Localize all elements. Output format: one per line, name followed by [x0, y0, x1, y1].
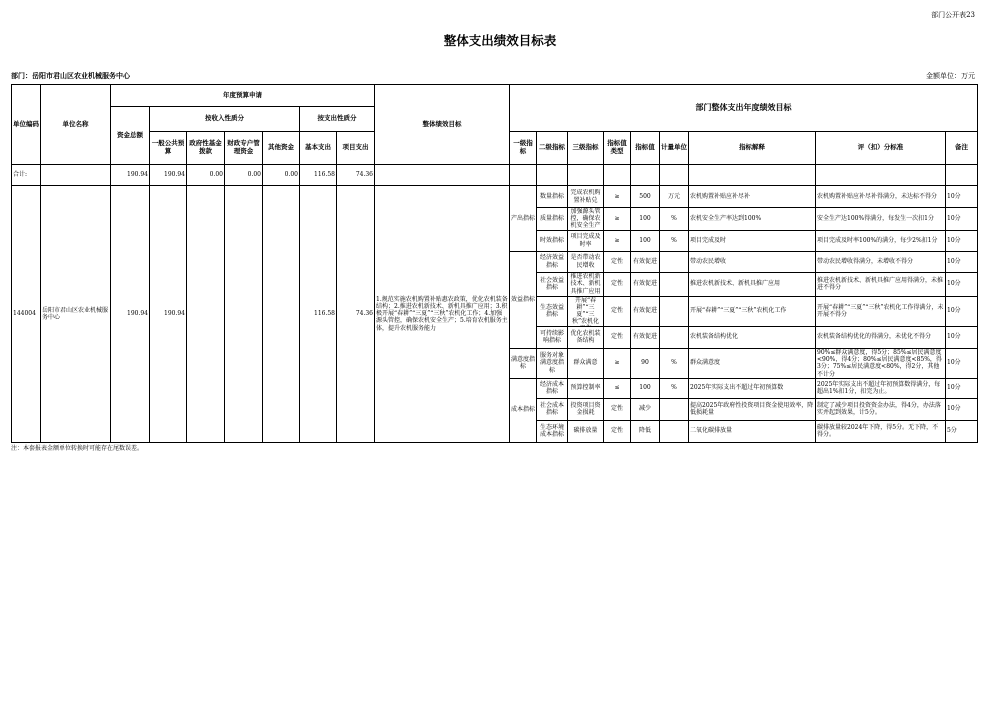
remark-cell: 10分 [946, 326, 978, 348]
header-project-expense: 项目支出 [337, 132, 375, 165]
level2-cell: 服务对象满意度指标 [537, 348, 568, 378]
remark-cell: 10分 [946, 378, 978, 398]
header-other-funds: 其他资金 [263, 132, 300, 165]
unit-cell: % [660, 348, 689, 378]
header-by-income: 按收入性质分 [150, 107, 300, 132]
amount-unit-label: 金额单位：万元 [926, 72, 975, 80]
scoring-cell: 制定了减少项目投资资金办法，得4分，办法落实并起到效果，计5分。 [816, 398, 946, 420]
header-annual-budget: 年度预算申请 [111, 85, 375, 107]
remark-cell: 10分 [946, 398, 978, 420]
value-type-cell: ≥ [604, 348, 631, 378]
unit-cell: % [660, 378, 689, 398]
unit-cell [660, 251, 689, 272]
page-title: 整体支出绩效目标表 [443, 33, 557, 48]
scoring-cell: 农机装备结构优化的得满分，未优化不得分 [816, 326, 946, 348]
total-row [12, 165, 978, 186]
scoring-cell: 安全生产达100%得满分，每发生一次扣1分 [816, 208, 946, 231]
level3-cell: 项目完成及时率 [568, 230, 604, 251]
header-value: 指标值 [631, 132, 660, 165]
overall-goal-text: 1.规范实施农机购置补贴惠农政策，优化农机装备结构；2.推进农机新技术、新机具推广应用；3.积极开展“春耕”“三夏”“三秋”农机化工作；4.加强源头管控，确保农机安全生产；5.培育农机服务主体，提升农机服务能力 [375, 186, 510, 443]
unit-cell [660, 326, 689, 348]
remark-cell: 10分 [946, 296, 978, 326]
value-type-cell: 定性 [604, 326, 631, 348]
level3-cell: 完成农机购置补贴兑 [570, 189, 601, 204]
scoring-cell: 90%≤群众满意度，得5分；85%≤居民满意度<90%，得4分；80%≤居民满意度<85%，得3分；75%≤居民满意度<80%，得2分，其他不计分 [817, 349, 942, 378]
explanation-cell: 农机购置补贴应补尽补 [689, 186, 816, 208]
level2-cell: 可持续影响指标 [537, 326, 568, 348]
unit-total: 190.94 [111, 186, 150, 443]
header-remark: 备注 [946, 132, 978, 165]
unit-cell: 万元 [660, 186, 689, 208]
level3-cell: 碳排放量 [568, 420, 604, 442]
level3-cell: 投资项目资金损耗 [568, 398, 604, 420]
scoring-cell: 推进农机新技术、新机具推广应用得满分，未推进不得分 [816, 272, 946, 296]
total-other: 0.00 [263, 165, 300, 186]
level3-cell: 是否带动农民增收 [568, 251, 604, 272]
header-value-type: 指标值类型 [604, 132, 631, 165]
header-fiscal-special: 财政专户管理资金 [225, 132, 263, 165]
remark-cell: 10分 [946, 208, 978, 231]
header-level3: 三级指标 [568, 132, 604, 165]
header-scoring: 评（扣）分标准 [816, 132, 946, 165]
value-type-cell: 定性 [604, 420, 631, 442]
group-output: 产出指标 [510, 186, 537, 252]
level2-cell: 时效指标 [537, 230, 568, 251]
scoring-cell: 碳排放量较2024年下降，得5分。无下降，不得分。 [816, 420, 946, 442]
value-cell: 减少 [631, 398, 660, 420]
group-satisfaction: 满意度指标 [510, 348, 537, 378]
table-row [12, 186, 978, 208]
value-cell: 有效促进 [631, 251, 660, 272]
header-unit: 计量单位 [660, 132, 689, 165]
header-explanation: 指标解释 [689, 132, 816, 165]
level2-cell: 生态效益指标 [537, 296, 568, 326]
unit-cell [660, 420, 689, 442]
remark-cell: 10分 [946, 348, 978, 378]
explanation-cell: 带动农民增收 [689, 251, 816, 272]
explanation-cell: 提高2025年政府性投资项目资金使用效率，降低损耗量 [689, 398, 816, 420]
scoring-cell: 2025年实际支出不超过年初预算数得满分，每超出1%扣1分，扣完为止。 [816, 378, 946, 398]
explanation-cell: 二氧化碳排放量 [689, 420, 816, 442]
header-unit-code: 单位编码 [12, 85, 41, 165]
value-cell: 100 [631, 208, 660, 231]
unit-code: 144004 [12, 186, 41, 443]
level3-cell: 加强源头管控，确保农机安全生产 [570, 208, 601, 230]
level3-cell: 优化农机装备结构 [568, 326, 604, 348]
header-overall-goal: 整体绩效目标 [375, 85, 510, 165]
unit-project: 74.36 [337, 186, 375, 443]
unit-cell [660, 296, 689, 326]
value-type-cell: ≥ [604, 186, 631, 208]
total-gov-fund: 0.00 [187, 165, 225, 186]
value-cell: 有效促进 [631, 326, 660, 348]
level2-cell: 经济成本指标 [537, 378, 568, 398]
explanation-cell: 2025年实际支出不超过年初预算数 [689, 378, 816, 398]
explanation-cell: 项目完成及时 [689, 230, 816, 251]
explanation-cell: 农机安全生产率达到100% [689, 208, 816, 231]
header-gov-fund: 政府性基金拨款 [187, 132, 225, 165]
explanation-cell: 群众满意度 [689, 348, 816, 378]
explanation-cell: 推进农机新技术、新机具推广应用 [689, 272, 816, 296]
level2-cell: 生态环境成本指标 [537, 420, 568, 442]
value-cell: 有效促进 [631, 272, 660, 296]
value-type-cell: 定性 [604, 398, 631, 420]
department-label: 部门：岳阳市君山区农业机械服务中心 [11, 71, 130, 80]
value-type-cell: ≤ [604, 378, 631, 398]
header-level1: 一级指标 [510, 132, 537, 165]
value-cell: 90 [631, 348, 660, 378]
remark-cell: 10分 [946, 186, 978, 208]
header-by-expense: 按支出性质分 [300, 107, 375, 132]
value-type-cell: ≥ [604, 230, 631, 251]
remark-cell: 10分 [946, 272, 978, 296]
unit-name: 岳阳市君山区农业机械服务中心 [41, 186, 111, 443]
level2-cell: 质量指标 [537, 208, 568, 231]
level3-cell: 预算控制率 [568, 378, 604, 398]
remark-cell: 10分 [946, 251, 978, 272]
value-cell: 降低 [631, 420, 660, 442]
value-cell: 有效促进 [631, 296, 660, 326]
explanation-cell: 农机装备结构优化 [689, 326, 816, 348]
header-total-funds: 资金总额 [111, 107, 150, 165]
unit-cell: % [660, 208, 689, 231]
header-level2: 二级指标 [537, 132, 568, 165]
form-number: 部门公开表23 [931, 11, 975, 19]
total-general-public: 190.94 [150, 165, 187, 186]
value-type-cell: 定性 [604, 251, 631, 272]
unit-general-public: 190.94 [150, 186, 187, 443]
total-label: 合计: [12, 165, 41, 186]
header-unit-name: 单位名称 [41, 85, 111, 165]
total-basic: 116.58 [300, 165, 337, 186]
explanation-cell: 开展“春耕”“三夏”“三秋”农机化工作 [689, 296, 816, 326]
unit-cell [660, 398, 689, 420]
total-project: 74.36 [337, 165, 375, 186]
footnote: 注：本套报表金额单位转换时可能存在尾数误差。 [11, 445, 144, 452]
level2-cell: 社会效益指标 [537, 272, 568, 296]
total-fiscal-special: 0.00 [225, 165, 263, 186]
remark-cell: 10分 [946, 230, 978, 251]
header-dept-targets: 部门整体支出年度绩效目标 [510, 85, 978, 132]
value-type-cell: 定性 [604, 272, 631, 296]
scoring-cell: 项目完成及时率100%的满分，每少2%扣1分 [816, 230, 946, 251]
value-type-cell: ≥ [604, 208, 631, 231]
level2-cell: 数量指标 [537, 186, 568, 208]
scoring-cell: 农机购置补贴应补尽补得满分，未达标不得分 [816, 186, 946, 208]
header-basic-expense: 基本支出 [300, 132, 337, 165]
value-cell: 500 [631, 186, 660, 208]
unit-basic: 116.58 [300, 186, 337, 443]
level2-cell: 社会成本指标 [537, 398, 568, 420]
group-benefit: 效益指标 [510, 251, 537, 348]
value-cell: 100 [631, 378, 660, 398]
value-cell: 100 [631, 230, 660, 251]
unit-cell: % [660, 230, 689, 251]
unit-cell [660, 272, 689, 296]
level3-cell: 推进农机新技术、新机具推广应用 [570, 273, 601, 295]
scoring-cell: 带动农民增收得满分，未增收不得分 [816, 251, 946, 272]
level2-cell: 经济效益指标 [537, 251, 568, 272]
level3-cell: 群众满意 [568, 348, 604, 378]
level3-cell: 开展“春耕”“三夏”“三秋”农机化 [571, 296, 600, 326]
group-cost: 成本指标 [510, 378, 537, 442]
performance-table [11, 84, 978, 443]
total-amount: 190.94 [111, 165, 150, 186]
remark-cell: 5分 [946, 420, 978, 442]
scoring-cell: 开展“春耕”“三夏”“三秋”农机化工作得满分，未开展不得分 [816, 296, 946, 326]
value-type-cell: 定性 [604, 296, 631, 326]
header-general-public: 一般公共预算 [150, 132, 187, 165]
